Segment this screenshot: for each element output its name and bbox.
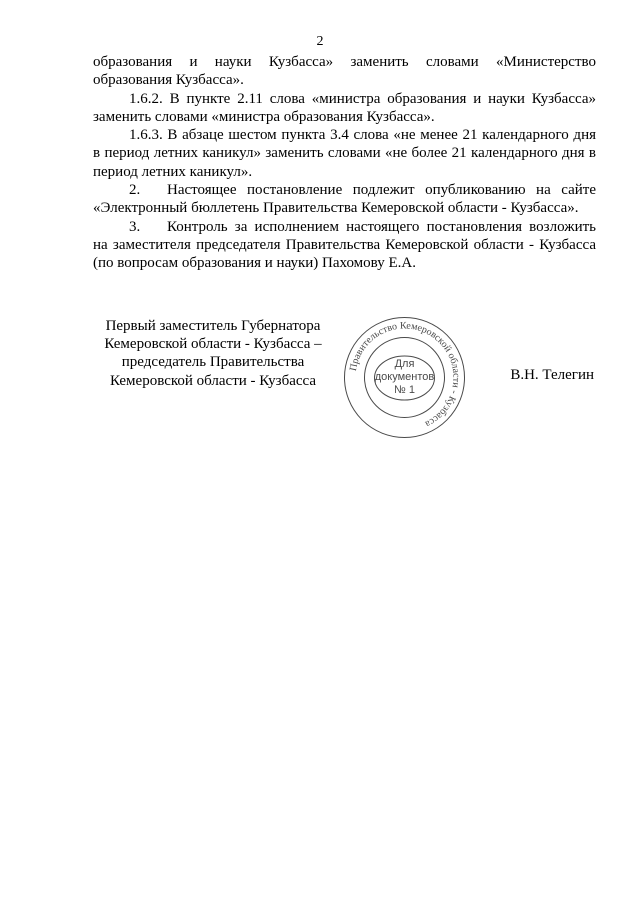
page-number: 2 [316,34,324,49]
paragraph-3-text: Контроль за исполнением настоящего постановления возложить на заместителя председателя Правительства Кемеровской области - Кузбасса (по вопросам образования и науки) Пахомову Е.А. [93,218,596,272]
document-body [93,53,596,273]
seal-ring-text: Правительство Кемеровской области - Кузбасса [347,320,462,430]
paragraph-2-number: 2. [129,182,141,199]
signatory-title-line: Кемеровской области - Кузбасса – [104,336,322,353]
seal-center-line: Для [394,358,415,370]
paragraph-1-6-2: 1.6.2. В пункте 2.11 слова «министра образования и науки Кузбасса» заменить словами «министра образования Кузбасса». [93,90,596,125]
signatory-title-line: Первый заместитель Губернатора [105,318,321,334]
signatory-title-line: Кемеровской области - Кузбасса [109,372,317,389]
paragraph-3 [93,218,596,273]
official-seal-graphic [342,315,467,440]
paragraph-2-text: Настоящее постановление подлежит опубликованию на сайте «Электронный бюллетень Правительства Кемеровской области - Кузбасса». [93,182,596,217]
seal-center-line: № 1 [394,384,415,396]
paragraph-1-6-3: 1.6.3. В абзаце шестом пункта 3.4 слова «не менее 21 календарного дня в период летних каникул» заменить словами «не более 21 календарного дня в период летних каникул». [93,127,596,180]
paragraph-continuation: образования и науки Кузбасса» заменить словами «Министерство образования Кузбасса». [93,54,596,89]
official-seal [342,315,467,440]
paragraph-2 [93,181,596,218]
signatory-name: В.Н. Телегин [510,367,594,383]
paragraph-3-number: 3. [129,218,141,235]
seal-center-line: документов [374,371,435,383]
signatory-title [90,317,336,390]
signatory-title-line: председатель Правительства [121,354,305,371]
